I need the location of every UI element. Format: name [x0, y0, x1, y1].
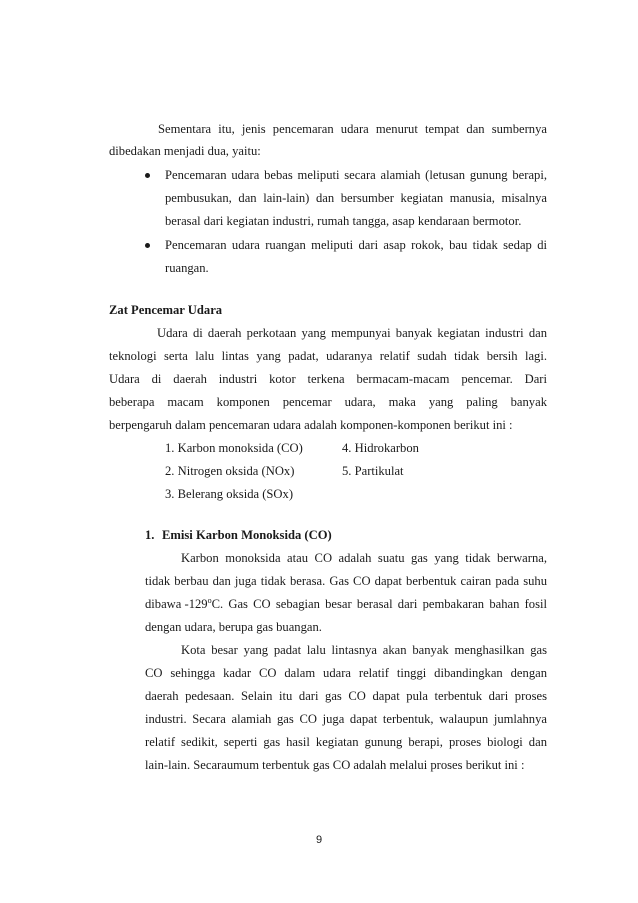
paragraph-1-line-1: Sementara itu, jenis pencemaran udara menurut tempat dan sumbernya [158, 122, 547, 136]
bullet-dot-1 [145, 173, 150, 178]
subsection-title: Emisi Karbon Monoksida (CO) [162, 528, 332, 542]
bullet-2-line-1: Pencemaran udara ruangan meliputi dari asap rokok, bau tidak sedap di [165, 238, 547, 252]
bullet-1-line-2: pembusukan, dan lain-lain) dan bersumber kegiatan manusia, misalnya [165, 191, 547, 205]
list-item-4: 4. Hidrokarbon [342, 441, 419, 455]
paragraph-3-line-3-rest: C. Gas CO sebagian besar berasal dari pembakaran bahan fosil [211, 597, 547, 611]
bullet-1-line-1: Pencemaran udara bebas meliputi secara alamiah (letusan gunung berapi, [165, 168, 547, 182]
bullet-dot-2 [145, 243, 150, 248]
paragraph-4-line-5: relatif sedikit, seperti gas hasil kegiatan gunung berapi, proses biologi dan [145, 735, 547, 749]
paragraph-3-line-3 [145, 596, 547, 612]
paragraph-3-line-2: tidak berbau dan juga tidak berasa. Gas CO dapat berbentuk cairan pada suhu [145, 574, 547, 588]
subsection-number: 1. [145, 528, 155, 542]
paragraph-2-line-2: teknologi serta lalu lintas yang padat, udaranya relatif sudah tidak bersih lagi. [109, 349, 547, 363]
paragraph-4-line-2: CO sehingga kadar CO dalam udara relatif tinggi dibandingkan dengan [145, 666, 547, 680]
list-item-2: 2. Nitrogen oksida (NOx) [165, 464, 295, 478]
paragraph-4-line-6: lain-lain. Secaraumum terbentuk gas CO adalah melalui proses berikut ini : [145, 758, 525, 772]
paragraph-4-line-4: industri. Secara alamiah gas CO juga dapat terbentuk, walaupun jumlahnya [145, 712, 547, 726]
list-item-5: 5. Partikulat [342, 464, 404, 478]
list-item-1: 1. Karbon monoksida (CO) [165, 441, 303, 455]
bullet-2-line-2: ruangan. [165, 261, 209, 275]
paragraph-4-line-3: daerah pedesaan. Selain itu dari gas CO dapat pula terbentuk dari proses [145, 689, 547, 703]
paragraph-3-line-3-start: dibawa -129$^o$ [145, 595, 212, 611]
paragraph-2-line-5: berpengaruh dalam pencemaran udara adalah komponen-komponen berikut ini : [109, 418, 513, 432]
paragraph-3-line-4: dengan udara, berupa gas buangan. [145, 620, 322, 634]
paragraph-2-line-4: beberapa macam komponen pencemar udara, maka yang paling banyak [109, 395, 547, 409]
paragraph-4-line-1: Kota besar yang padat lalu lintasnya akan banyak menghasilkan gas [181, 643, 547, 657]
paragraph-2-line-1: Udara di daerah perkotaan yang mempunyai banyak kegiatan industri dan [157, 326, 547, 340]
list-item-3: 3. Belerang oksida (SOx) [165, 487, 294, 501]
page-number: 9 [315, 834, 323, 846]
paragraph-1-line-2: dibedakan menjadi dua, yaitu: [109, 144, 261, 158]
degree-symbol: o [207, 595, 212, 605]
paragraph-2-line-3: Udara di daerah industri kotor terkena bermacam-macam pencemar. Dari [109, 372, 547, 386]
bullet-1-line-3: berasal dari kegiatan industri, rumah tangga, asap kendaraan bermotor. [165, 214, 522, 228]
section-heading-zat-pencemar: Zat Pencemar Udara [109, 303, 223, 317]
paragraph-3-line-1: Karbon monoksida atau CO adalah suatu gas yang tidak berwarna, [181, 551, 547, 565]
